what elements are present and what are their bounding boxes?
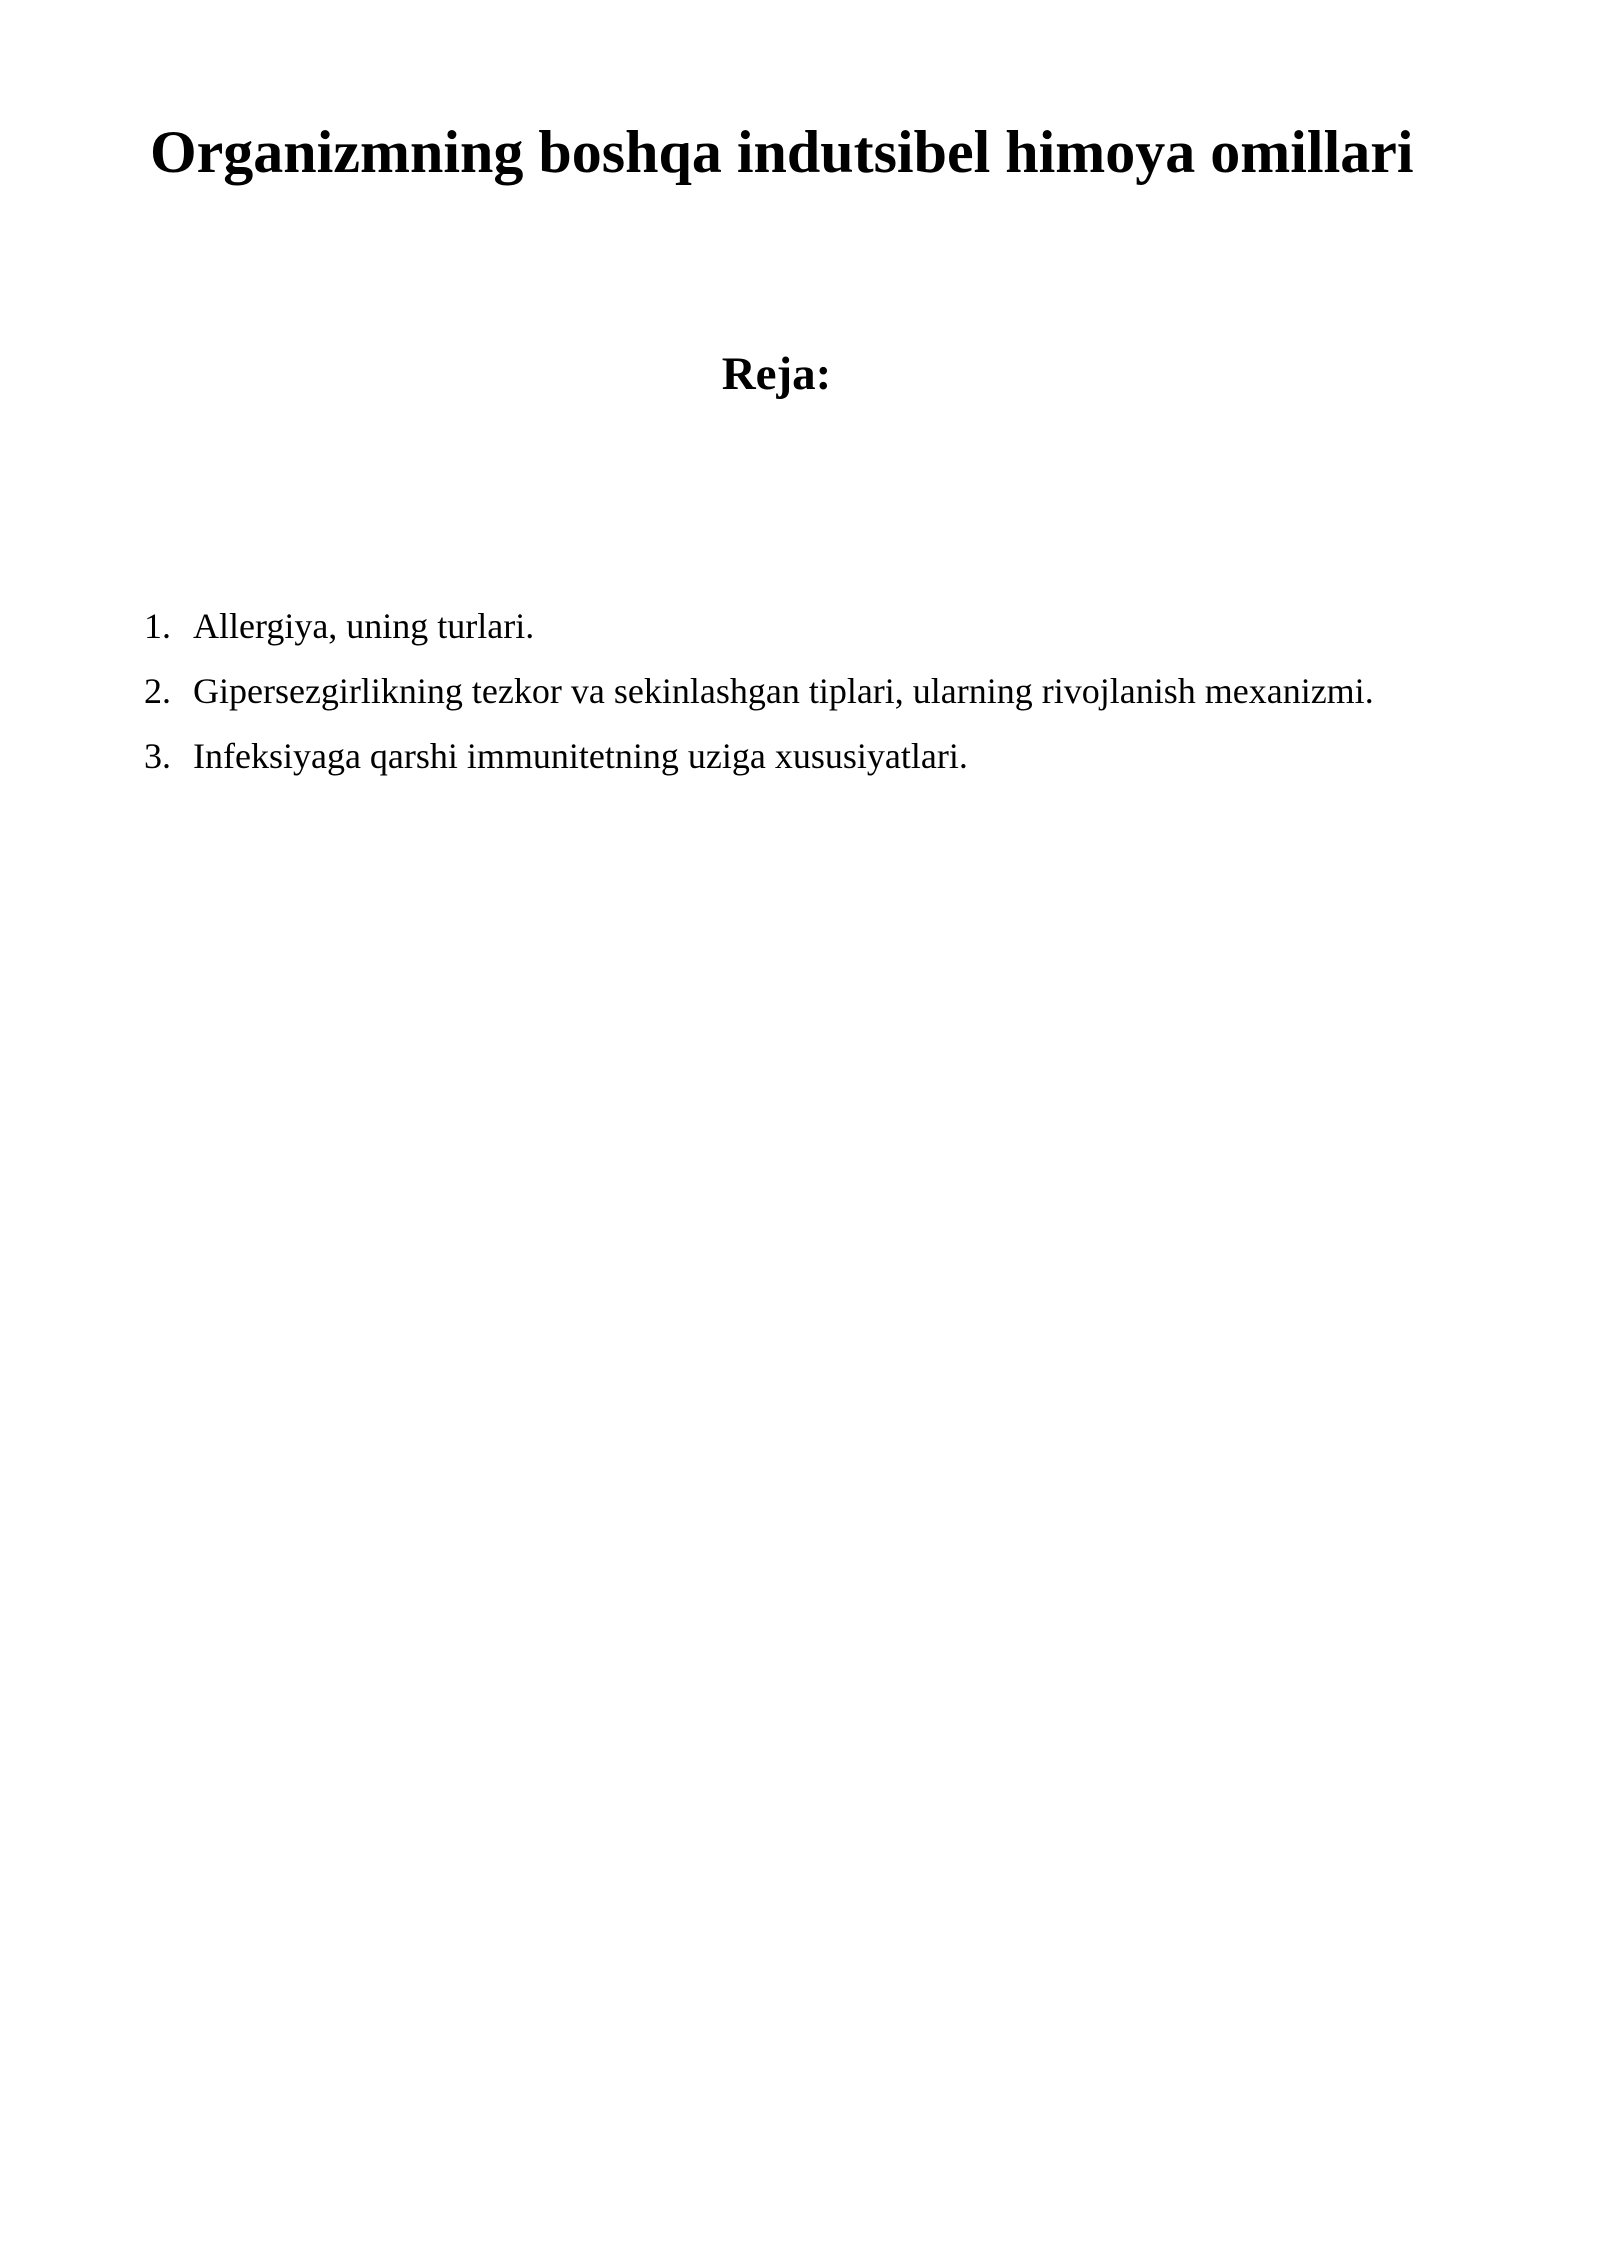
document-title: Organizmning boshqa indutsibel himoya omillari [150, 119, 1414, 185]
plan-item [144, 594, 1374, 659]
plan-item [144, 659, 1374, 724]
plan-heading: Reja: [721, 348, 832, 400]
plan-item-number: 1. [144, 606, 171, 646]
plan-list [144, 594, 1374, 789]
plan-item [144, 724, 1374, 789]
plan-item-number: 2. [144, 671, 171, 711]
plan-item-number: 3. [144, 736, 171, 776]
plan-item-text: Infeksiyaga qarshi immunitetning uziga xususiyatlari. [193, 736, 968, 776]
plan-item-text: Allergiya, uning turlari. [193, 606, 535, 646]
plan-item-text: Gipersezgirlikning tezkor va sekinlashgan tiplari, ularning rivojlanish mexanizmi. [193, 671, 1374, 711]
